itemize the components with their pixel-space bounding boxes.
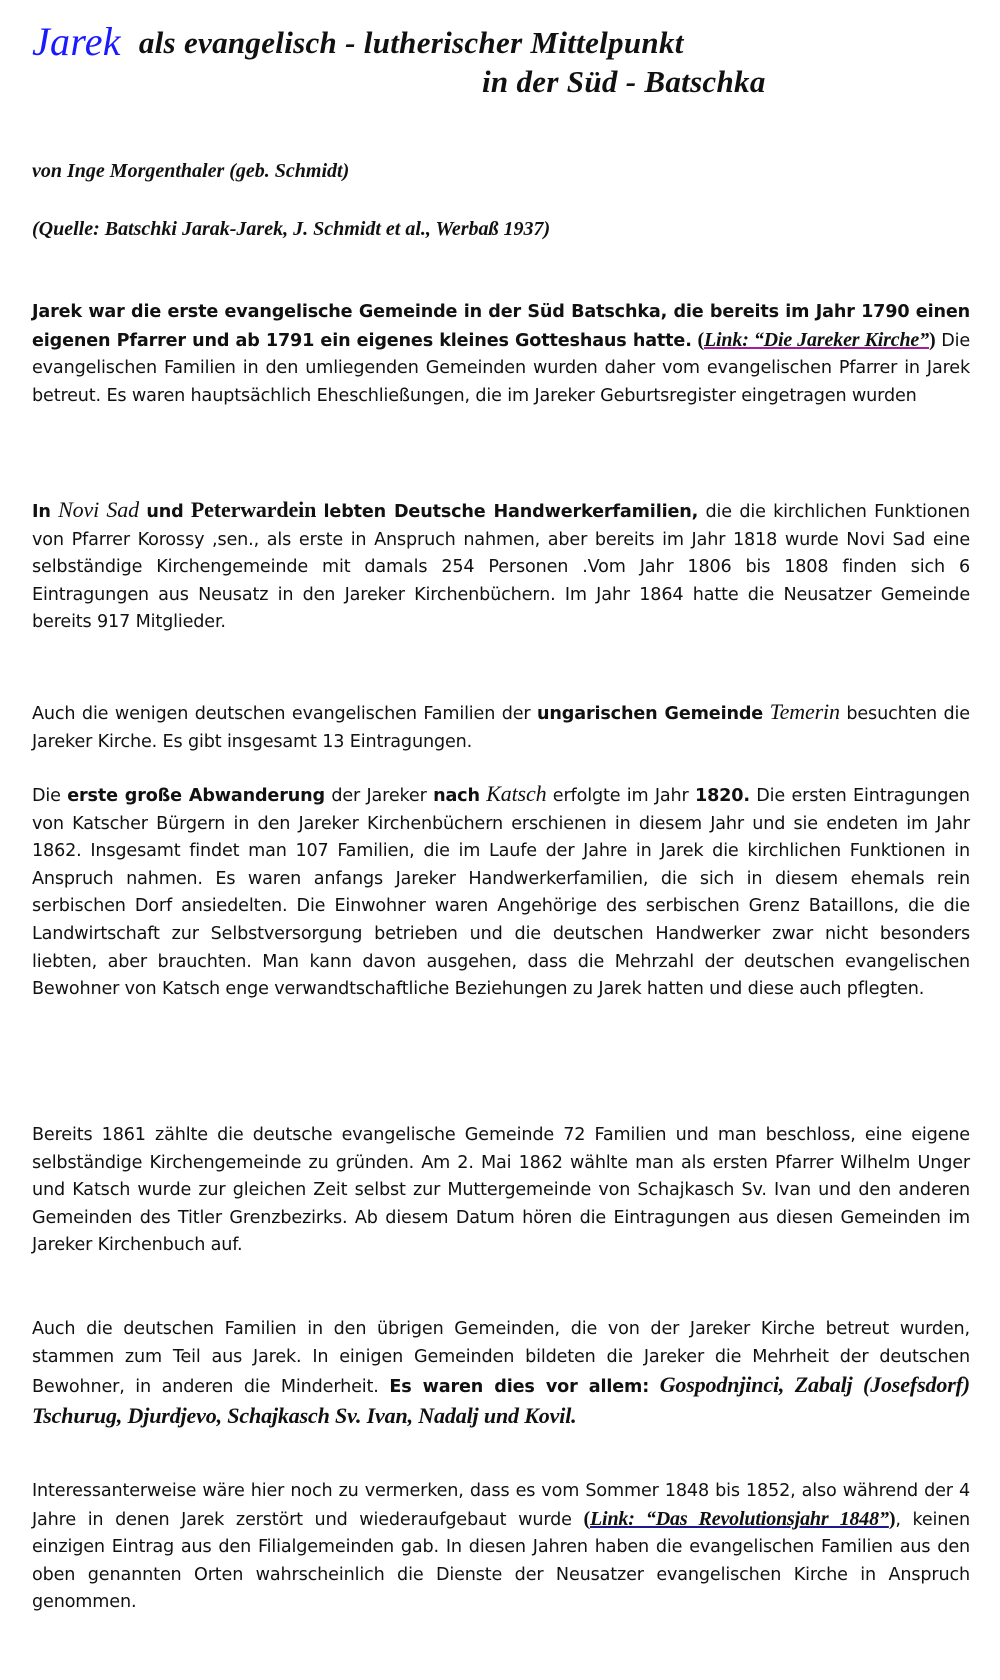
year-1820: 1820. bbox=[695, 786, 750, 806]
paragraph-1861: Bereits 1861 zählte die deutsche evangelische Gemeinde 72 Familien und man beschloss, eine eigene selbständige Kirchengemeinde zu gründen. Am 2. Mai 1862 wählte man als ersten Pfarrer Wilhelm Unger und Katsch wurde zur gleichen Zeit selbst zur Muttergemeinde von Schajkasch Sv. Ivan und den anderen Gemeinden des Titler Grenzbezirks. Ab diesem Datum hören die Eintragungen aus diesen Gemeinden im Jareker Kirchenbuch auf. bbox=[32, 1125, 970, 1256]
close-paren: ) bbox=[888, 1507, 896, 1530]
text-und: und bbox=[146, 502, 184, 522]
place-novi-sad: Novi Sad bbox=[58, 497, 139, 522]
title-line-1-text: als evangelisch - lutherischer Mittelpunkt bbox=[138, 25, 684, 60]
temerin-intro-text: Auch die wenigen deutschen evangelischen Familien der bbox=[32, 704, 531, 724]
text-die: Die bbox=[32, 786, 61, 806]
title-line-2: in der Süd - Batschka bbox=[482, 64, 766, 99]
paragraph-temerin bbox=[32, 698, 970, 756]
title-brand: Jarek bbox=[32, 19, 121, 64]
link-jareker-kirche[interactable]: Link: “Die Jareker Kirche” bbox=[703, 328, 930, 351]
novi-sad-rest-text: die die kirchlichen Funktionen von Pfarrer Korossy ,sen., als erste in Anspruch nahmen, aber bereits im Jahr 1818 wurde Novi Sad eine selbständige Kirchengemeinde mit damals 254 Personen .Vom Jahr 1806 bis 1808 finden sich 6 Eintragungen aus Neusatz in den Jareker Kirchenbüchern. Im Jahr 1864 hatte die Neusatzer Gemeinde bereits 917 Mitglieder. bbox=[32, 502, 970, 633]
close-paren: ) bbox=[929, 328, 936, 351]
communities-text: Auch die deutschen Familien in den übrigen Gemeinden, die von der Jareker Kirche betreut wurden, stammen zum Teil aus Jarek. In einigen Gemeinden bildeten die Jareker die Mehrheit der deutschen Bewohner, in anderen die Minderheit. bbox=[32, 1319, 970, 1398]
intro-bold-text: Jarek war die erste evangelische Gemeinde in der Süd Batschka, die bereits im Jahr 1790 einen eigenen Pfarrer und ab 1791 ein eigenes kleines Gotteshaus hatte. bbox=[32, 302, 970, 351]
katsch-rest-text: Die ersten Eintragungen von Katscher Bürgern in den Jareker Kirchenbüchern erschienen in diesem Jahr und sie endeten im Jahr 1862. Insgesamt findet man 107 Familien, die im Laufe der Jahre in Jarek die kirchlichen Funktionen in Anspruch nahmen. Es waren anfangs Jareker Handwerkerfamilien, die sich in diesem ehemals rein serbischen Dorf ansiedelten. Die Einwohner waren Angehörige des serbischen Grenz Bataillons, die die Landwirtschaft zur Selbstversorgung betrieben und die deutschen Handwerker zwar nicht besonders liebten, aber brauchten. Man kann davon ausgehen, dass die Mehrzahl der deutschen evangelischen Bewohner von Katsch enge verwandtschaftliche Beziehungen zu Jarek hatten und diese auch pflegten. bbox=[32, 786, 970, 1000]
author-byline: von Inge Morgenthaler (geb. Schmidt) bbox=[32, 160, 350, 182]
text-erfolgte: erfolgte im Jahr bbox=[552, 786, 689, 806]
paragraph-katsch bbox=[32, 780, 970, 1004]
paragraph-novi-sad bbox=[32, 496, 970, 637]
intro-rest-text: Die evangelischen Familien in den umliegenden Gemeinden wurden daher vom evangelischen Pfarrer in Jarek betreut. Es waren hauptsächlich Eheschließungen, die im Jareker Geburtsregister eingetragen wurden bbox=[32, 330, 971, 406]
source-citation: (Quelle: Batschki Jarak-Jarek, J. Schmidt et al., Werbaß 1937) bbox=[32, 218, 551, 240]
text-in: In bbox=[32, 502, 51, 522]
text-der-jareker: der Jareker bbox=[331, 786, 427, 806]
place-katsch: Katsch bbox=[486, 781, 547, 806]
communities-bold-text: Es waren dies vor allem: bbox=[389, 1377, 650, 1398]
place-temerin: Temerin bbox=[769, 699, 840, 724]
link-revolutionsjahr-1848[interactable]: Link: “Das Revolutionsjahr 1848” bbox=[589, 1507, 889, 1530]
open-paren: ( bbox=[583, 1507, 590, 1530]
place-peterwardein: Peterwardein bbox=[190, 497, 317, 522]
revolution-intro-text: Interessanterweise wäre hier noch zu vermerken, dass es vom Sommer 1848 bis 1852, also während der 4 Jahre in denen Jarek zerstört und wiederaufgebaut wurde bbox=[32, 1481, 970, 1530]
novi-sad-bold-text: lebten Deutsche Handwerkerfamilien, bbox=[323, 502, 699, 522]
communities-places: Gospodnjinci, Zabalj (Josefsdorf) Tschurug, Djurdjevo, Schajkasch Sv. Ivan, Nadalj und Kovil. bbox=[32, 1372, 970, 1428]
temerin-rest-text: besuchten die Jareker Kirche. Es gibt insgesamt 13 Eintragungen. bbox=[32, 704, 970, 752]
katsch-bold-text: erste große Abwanderung bbox=[67, 786, 325, 806]
revolution-rest-text: , keinen einzigen Eintrag aus den Filialgemeinden gab. In diesen Jahren haben die evangelischen Familien aus den oben genannten Orten wahrscheinlich die Dienste der Neusatzer evangelischen Kirche in Anspruch genommen. bbox=[32, 1509, 970, 1613]
paragraph-other-communities bbox=[32, 1316, 970, 1432]
paragraph-1848 bbox=[32, 1478, 970, 1617]
open-paren: ( bbox=[697, 328, 704, 351]
text-nach: nach bbox=[433, 786, 480, 806]
paragraph-intro bbox=[32, 299, 970, 410]
temerin-bold-text: ungarischen Gemeinde bbox=[537, 704, 764, 724]
title-line-1 bbox=[32, 16, 684, 63]
